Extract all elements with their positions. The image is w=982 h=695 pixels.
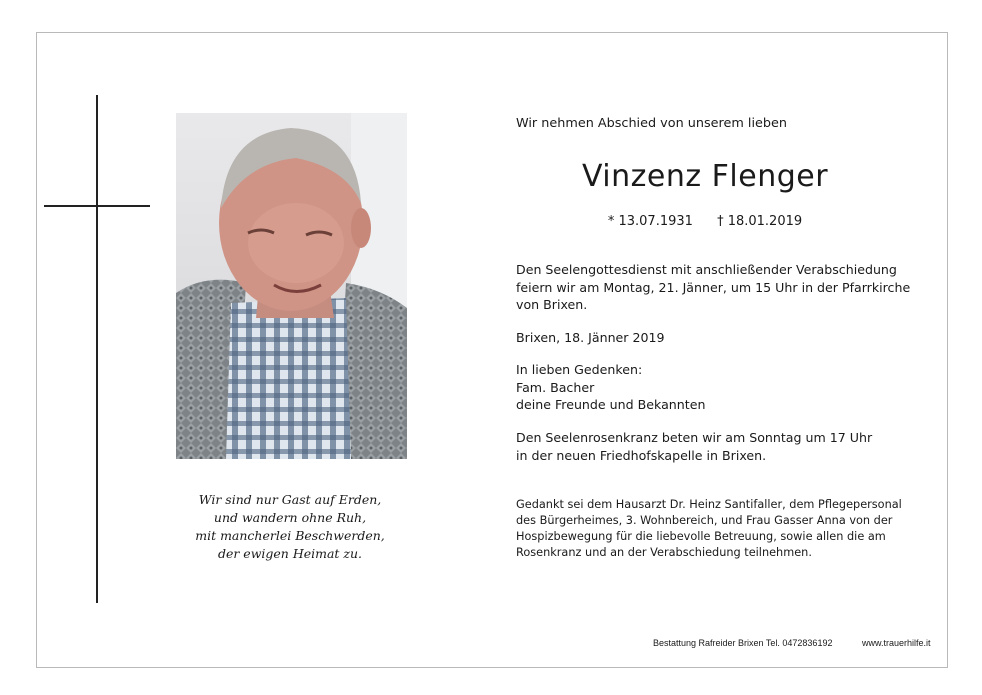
undertaker-info: Bestattung Rafreider Brixen Tel. 0472836192 xyxy=(653,638,833,648)
poem-line: mit mancherlei Beschwerden, xyxy=(195,528,385,543)
life-dates xyxy=(500,214,910,229)
text-line: feiern wir am Montag, 21. Jänner, um 15 Uhr in der Pfarrkirche xyxy=(516,279,911,295)
card-border xyxy=(36,32,948,668)
poem-line: und wandern ohne Ruh, xyxy=(213,510,367,525)
cross-horizontal-bar xyxy=(44,205,150,207)
text-line: in der neuen Friedhofskapelle in Brixen. xyxy=(516,447,767,463)
poem xyxy=(150,491,430,563)
cross-vertical-bar xyxy=(96,95,98,603)
website-link[interactable]: www.trauerhilfe.it xyxy=(862,638,931,648)
intro-text: Wir nehmen Abschied von unserem lieben xyxy=(516,116,787,131)
text-line: Den Seelengottesdienst mit anschließender Verabschiedung xyxy=(516,262,897,277)
poem-line: Wir sind nur Gast auf Erden, xyxy=(198,492,382,507)
text-line: von Brixen. xyxy=(516,297,588,312)
text-line: des Bürgerheimes, 3. Wohnbereich, und Frau Gasser Anna von der xyxy=(516,514,893,527)
portrait-photo xyxy=(176,113,407,459)
deceased-name: Vinzenz Flenger xyxy=(581,159,829,194)
text-line: In lieben Gedenken: xyxy=(516,362,643,377)
text-line: Gedankt sei dem Hausarzt Dr. Heinz Santifaller, dem Pflegepersonal xyxy=(516,498,902,511)
text-line: Hospizbewegung für die liebevolle Betreuung, sowie allen die am xyxy=(516,530,886,543)
birth-date: * 13.07.1931 xyxy=(607,214,693,229)
thanks-paragraph xyxy=(516,497,902,561)
service-paragraph xyxy=(516,261,910,314)
poem-line: der ewigen Heimat zu. xyxy=(217,546,363,561)
rosary-paragraph xyxy=(516,429,872,464)
mourners-paragraph xyxy=(516,361,705,414)
death-date: † 18.01.2019 xyxy=(717,214,803,229)
text-line: Fam. Bacher xyxy=(516,379,595,395)
place-date: Brixen, 18. Jänner 2019 xyxy=(516,330,665,345)
text-line: Den Seelenrosenkranz beten wir am Sonntag um 17 Uhr xyxy=(516,430,873,445)
text-line: Rosenkranz und an der Verabschiedung teilnehmen. xyxy=(516,546,812,559)
text-line: deine Freunde und Bekannten xyxy=(516,397,706,412)
